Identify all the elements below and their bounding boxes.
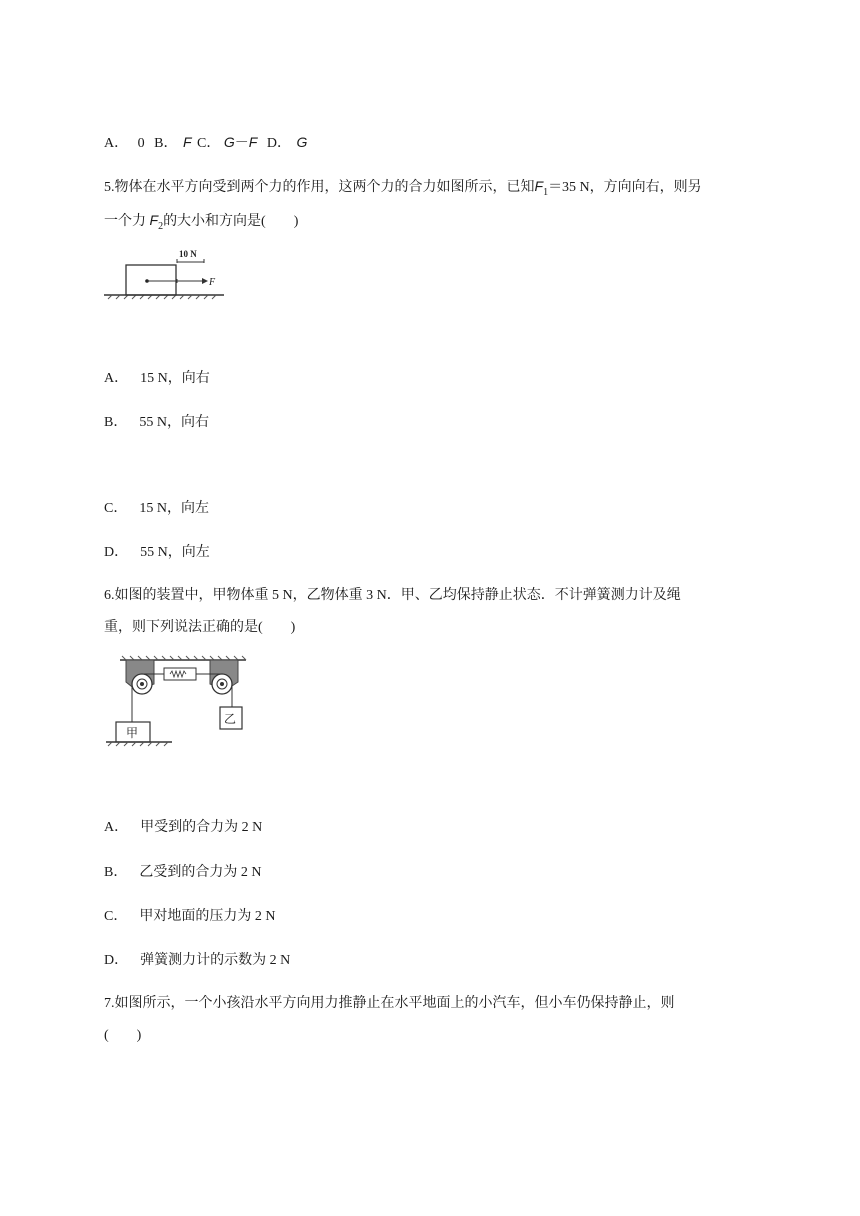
- q4-option-c-minus: －: [234, 136, 249, 151]
- q6-block-yi-label: 乙: [224, 712, 237, 726]
- q5-option-a: A． 15 N，向右: [104, 371, 210, 386]
- q6-option-a: A． 甲受到的合力为 2 N: [104, 820, 263, 835]
- q7-stem-line-1: 7.如图所示，一个小孩沿水平方向用力推静止在水平地面上的小汽车，但小车仍保持静止，则: [104, 996, 675, 1011]
- q6-option-b: B． 乙受到的合力为 2 N: [104, 865, 262, 880]
- q6-pulley-diagram: [102, 652, 262, 752]
- q5-f1-value: ＝35 N，方向向右，则另: [548, 180, 702, 195]
- q4-option-c-g: G: [223, 134, 235, 150]
- q4-option-d-label: D．: [266, 136, 291, 151]
- q5-stem-text: 5.物体在水平方向受到两个力的作用，这两个力的合力如图所示，已知: [104, 180, 535, 195]
- q5-stem-line-1: [104, 176, 702, 198]
- q5-block: [126, 265, 176, 295]
- q5-scale-label: 10 N: [179, 249, 197, 259]
- q4-option-a-value: 0: [137, 136, 145, 151]
- q5-f1-sub: 1: [543, 186, 549, 198]
- q6-block-jia-label: 甲: [126, 726, 139, 740]
- q4-options: [104, 132, 307, 152]
- q6-stem-line-1: 6.如图的装置中，甲物体重 5 N，乙物体重 3 N．甲、乙均保持静止状态．不计弹簧测力计及绳: [104, 588, 681, 603]
- q5-f1-symbol: F: [534, 178, 544, 194]
- q6-stem-line-2: 重，则下列说法正确的是( ): [104, 620, 296, 635]
- q4-option-c-label: C．: [197, 136, 221, 151]
- q5-f2-sub: 2: [158, 220, 164, 232]
- q5-option-c: C． 15 N，向左: [104, 501, 209, 516]
- q5-stem-text-2: 一个力: [104, 214, 146, 229]
- q5-force-arrowhead: [202, 278, 208, 284]
- q6-option-d: D． 弹簧测力计的示数为 2 N: [104, 953, 291, 968]
- q5-stem-line-2: [104, 210, 298, 232]
- q7-stem-line-2: ( ): [104, 1028, 142, 1043]
- q4-option-b-label: B．: [154, 136, 178, 151]
- q5-option-d: D． 55 N，向左: [104, 545, 210, 560]
- q4-option-c-f: F: [248, 134, 258, 150]
- q6-option-c: C． 甲对地面的压力为 2 N: [104, 909, 276, 924]
- q5-option-b: B． 55 N，向右: [104, 415, 209, 430]
- q5-f2-symbol: F: [149, 212, 159, 228]
- q4-option-b-value: F: [182, 134, 192, 150]
- q4-option-a-label: A．: [104, 136, 129, 151]
- q5-force-label: F: [209, 277, 216, 288]
- q5-stem-text-3: 的大小和方向是( ): [163, 214, 299, 229]
- q4-option-d-value: G: [296, 134, 308, 150]
- q5-force-diagram: [102, 244, 232, 304]
